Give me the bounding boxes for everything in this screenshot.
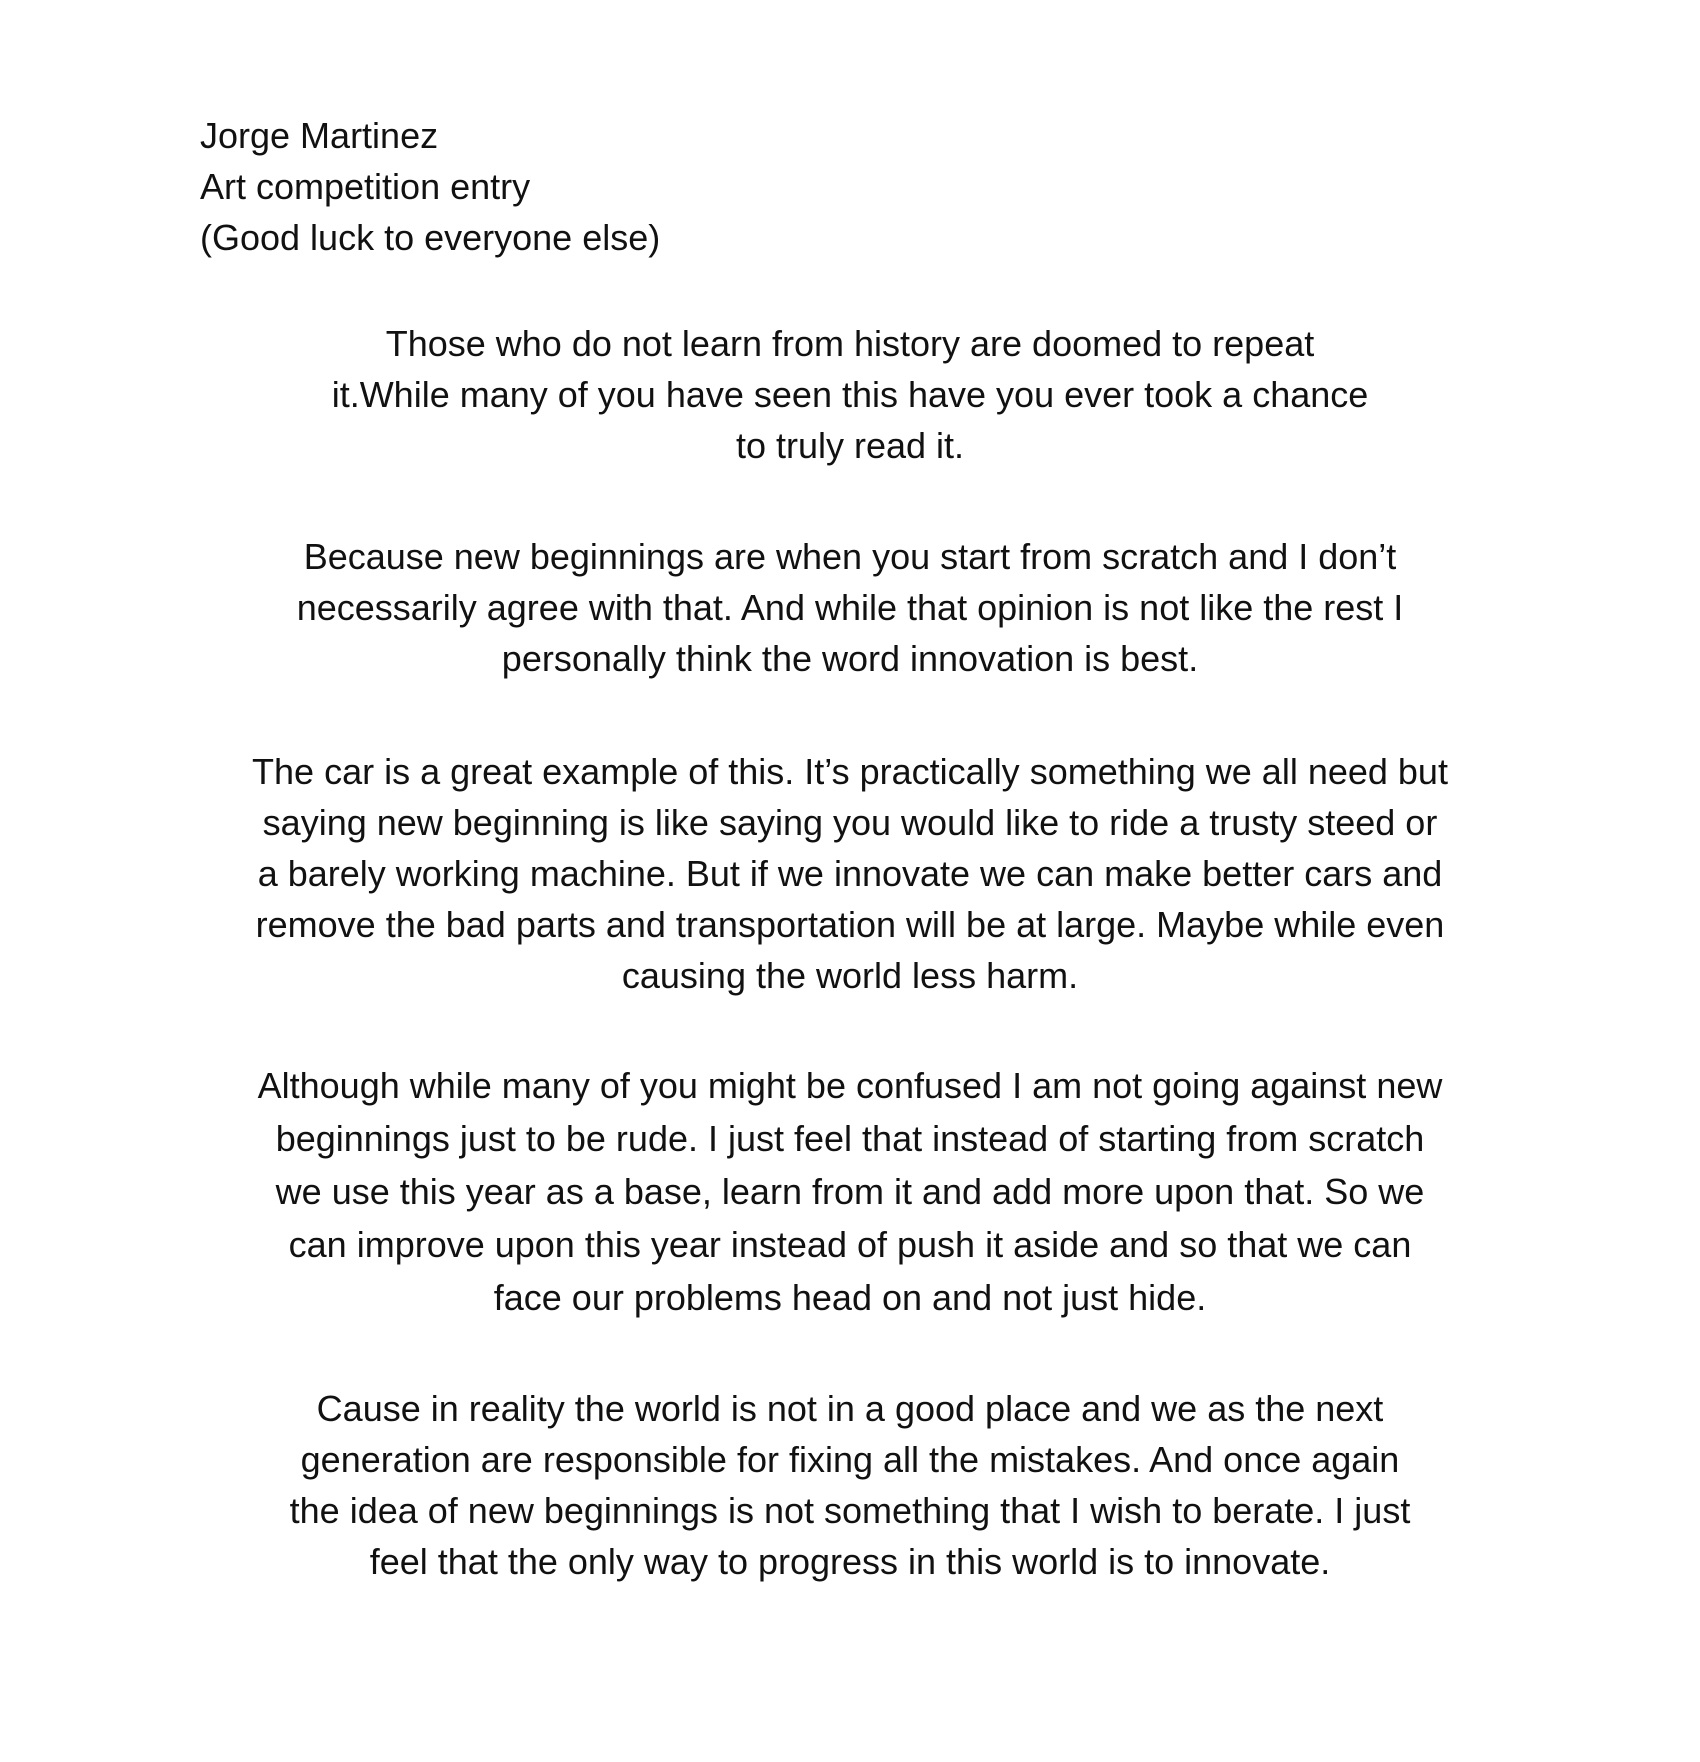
text-line: personally think the word innovation is best. (501, 638, 1199, 679)
paragraph-3 (150, 746, 1550, 1001)
text-line: Those who do not learn from history are doomed to repeat (385, 323, 1315, 364)
text-line: can improve upon this year instead of push it aside and so that we can (288, 1224, 1412, 1265)
author-name: Jorge Martinez (200, 115, 439, 156)
document-header (200, 110, 660, 263)
text-line: feel that the only way to progress in this world is to innovate. (369, 1541, 1331, 1582)
text-line: a barely working machine. But if we innovate we can make better cars and (257, 853, 1443, 894)
text-line: generation are responsible for fixing all the mistakes. And once again (300, 1439, 1400, 1480)
paragraph-4 (150, 1059, 1550, 1324)
text-line: saying new beginning is like saying you would like to ride a trusty steed or (262, 802, 1438, 843)
entry-subtitle: Art competition entry (200, 166, 531, 207)
text-line: necessarily agree with that. And while that opinion is not like the rest I (296, 587, 1404, 628)
text-line: face our problems head on and not just hide. (493, 1277, 1207, 1318)
text-line: remove the bad parts and transportation will be at large. Maybe while even (255, 904, 1445, 945)
text-line: Although while many of you might be confused I am not going against new (257, 1065, 1443, 1106)
text-line: we use this year as a base, learn from it and add more upon that. So we (275, 1171, 1425, 1212)
paragraph-2 (150, 531, 1550, 684)
paragraph-5 (150, 1383, 1550, 1587)
text-line: causing the world less harm. (621, 955, 1079, 996)
text-line: the idea of new beginnings is not something that I wish to berate. I just (289, 1490, 1411, 1531)
text-line: Because new beginnings are when you start from scratch and I don’t (303, 536, 1397, 577)
text-line: The car is a great example of this. It’s practically something we all need but (252, 751, 1448, 792)
paragraph-1 (150, 318, 1550, 471)
text-line: Cause in reality the world is not in a good place and we as the next (316, 1388, 1384, 1429)
text-line: beginnings just to be rude. I just feel that instead of starting from scratch (275, 1118, 1425, 1159)
text-line: it.While many of you have seen this have you ever took a chance (331, 374, 1369, 415)
header-note: (Good luck to everyone else) (200, 217, 661, 258)
text-line: to truly read it. (735, 425, 965, 466)
